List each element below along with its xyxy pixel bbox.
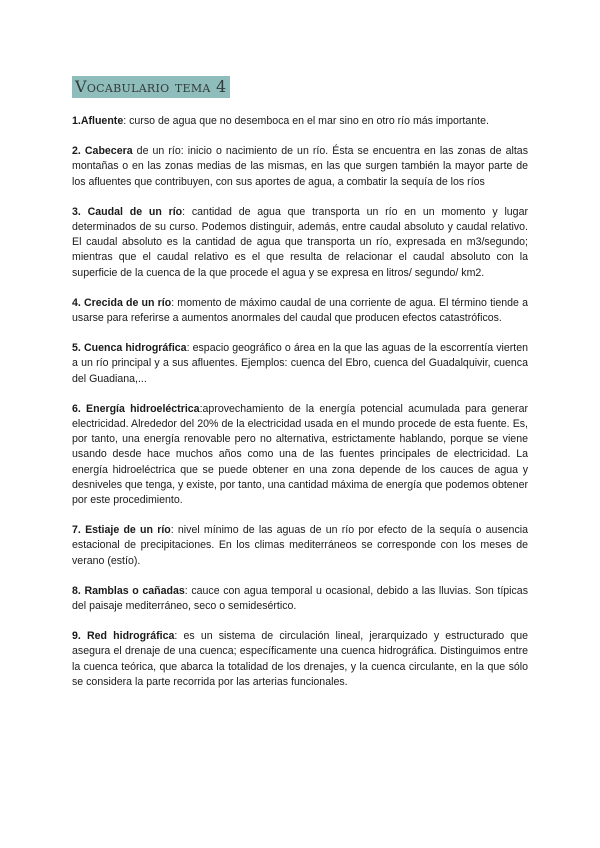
entry-definition: : cauce con agua temporal u ocasional, debido a las lluvias. Son típicas del paisaje mediterráneo, seco o semidesértico. [72, 584, 528, 613]
entry-definition: : momento de máximo caudal de una corriente de agua. El término tiende a usarse para referirse a aumentos anormales del caudal que producen efectos catastróficos. [72, 296, 528, 325]
entry-term: Red hidrográfica [87, 630, 175, 643]
entry-term: Cabecera [84, 145, 133, 158]
entry-definition: :aprovechamiento de la energía potencial acumulada para generar electricidad. Alrededor del 20% de la electricidad usada en el mundo procede de esta fuente. Es, por tanto, una energía renovable pero no alternativa, estrictamente hablando, porque se viene usando desde hace muchos años como una de las fuentes principales de electricidad. La energía hidroeléctrica que se puede obtener en una zona depende de los cauces de agua y desniveles que tenga, y existe, por tanto, una cantidad máxima de energía que podemos obtener por este procedimiento. [72, 402, 528, 507]
vocabulary-entry [72, 341, 528, 387]
vocabulary-entry [72, 144, 528, 190]
entry-definition: : nivel mínimo de las aguas de un río por efecto de la sequía o ausencia estacional de precipitaciones. En los climas mediterráneos se corresponde con los meses de verano (estío). [72, 524, 528, 567]
entry-term: Cuenca hidrográfica [83, 342, 187, 355]
vocabulary-entry [72, 296, 528, 326]
vocabulary-list [72, 114, 528, 705]
vocabulary-entry [72, 523, 528, 569]
entry-definition: : curso de agua que no desemboca en el mar sino en otro río más importante. [123, 115, 489, 127]
entry-definition: : cantidad de agua que transporta un río en un momento y lugar determinados de su curso. Podemos distinguir, además, entre caudal absoluto y caudal relativo. El caudal absoluto es la cantidad de agua que transporta un río, expresada en m3/segundo; mientras que el caudal relativo es el que resulta de relacionar el caudal absoluto con la superficie de la cuenca de la que procede el agua y se expresa en litros/ segundo/ km2. [72, 205, 528, 279]
entry-term: Caudal de un río [87, 205, 183, 218]
entry-number: 7. [72, 524, 86, 537]
entry-number: 9. [72, 630, 87, 643]
page-title: Vocabulario tema 4 [72, 76, 230, 98]
entry-definition: : es un sistema de circulación lineal, jerarquizado y estructurado que asegura el drenaje de una cuenca; específicamente una cuenca hidrográfica. Distinguimos entre la cuenca teórica, que abarca la totalidad de los drenajes, y la cuenca circulante, en la que sólo se considera la parte recorrida por las arterias funcionales. [72, 630, 528, 688]
vocabulary-entry [72, 629, 528, 690]
entry-number: 1. [72, 115, 81, 127]
entry-number: 2. [72, 145, 85, 158]
entry-term: Estiaje de un río [85, 524, 171, 537]
entry-definition: de un río: inicio o nacimiento de un río. Ésta se encuentra en las zonas de altas montañas o en las zonas medias de las mismas, en las que surgen también la mayor parte de los afluentes que contribuyen, con sus aportes de agua, a combatir la sequía de los ríos [72, 145, 528, 188]
entry-term: Afluente [80, 115, 124, 127]
entry-number: 8. [72, 584, 85, 597]
vocabulary-entry [72, 205, 528, 281]
entry-number: 5. [72, 342, 84, 355]
entry-term: Energía hidroeléctrica [86, 402, 200, 415]
entry-number: 6. [72, 402, 87, 415]
entry-number: 4. [72, 296, 84, 309]
title-wrapper [72, 76, 230, 98]
entry-term: Ramblas o cañadas [84, 584, 185, 597]
vocabulary-entry [72, 584, 528, 614]
entry-term: Crecida de un río [84, 296, 172, 309]
entry-definition: : espacio geográfico o área en la que las aguas de la escorrentía vierten a un río principal y a sus afluentes. Ejemplos: cuenca del Ebro, cuenca del Guadalquivir, cuenca del Guadiana,... [72, 342, 529, 385]
entry-number: 3. [72, 205, 88, 218]
vocabulary-entry [72, 402, 528, 508]
vocabulary-entry [72, 114, 528, 129]
